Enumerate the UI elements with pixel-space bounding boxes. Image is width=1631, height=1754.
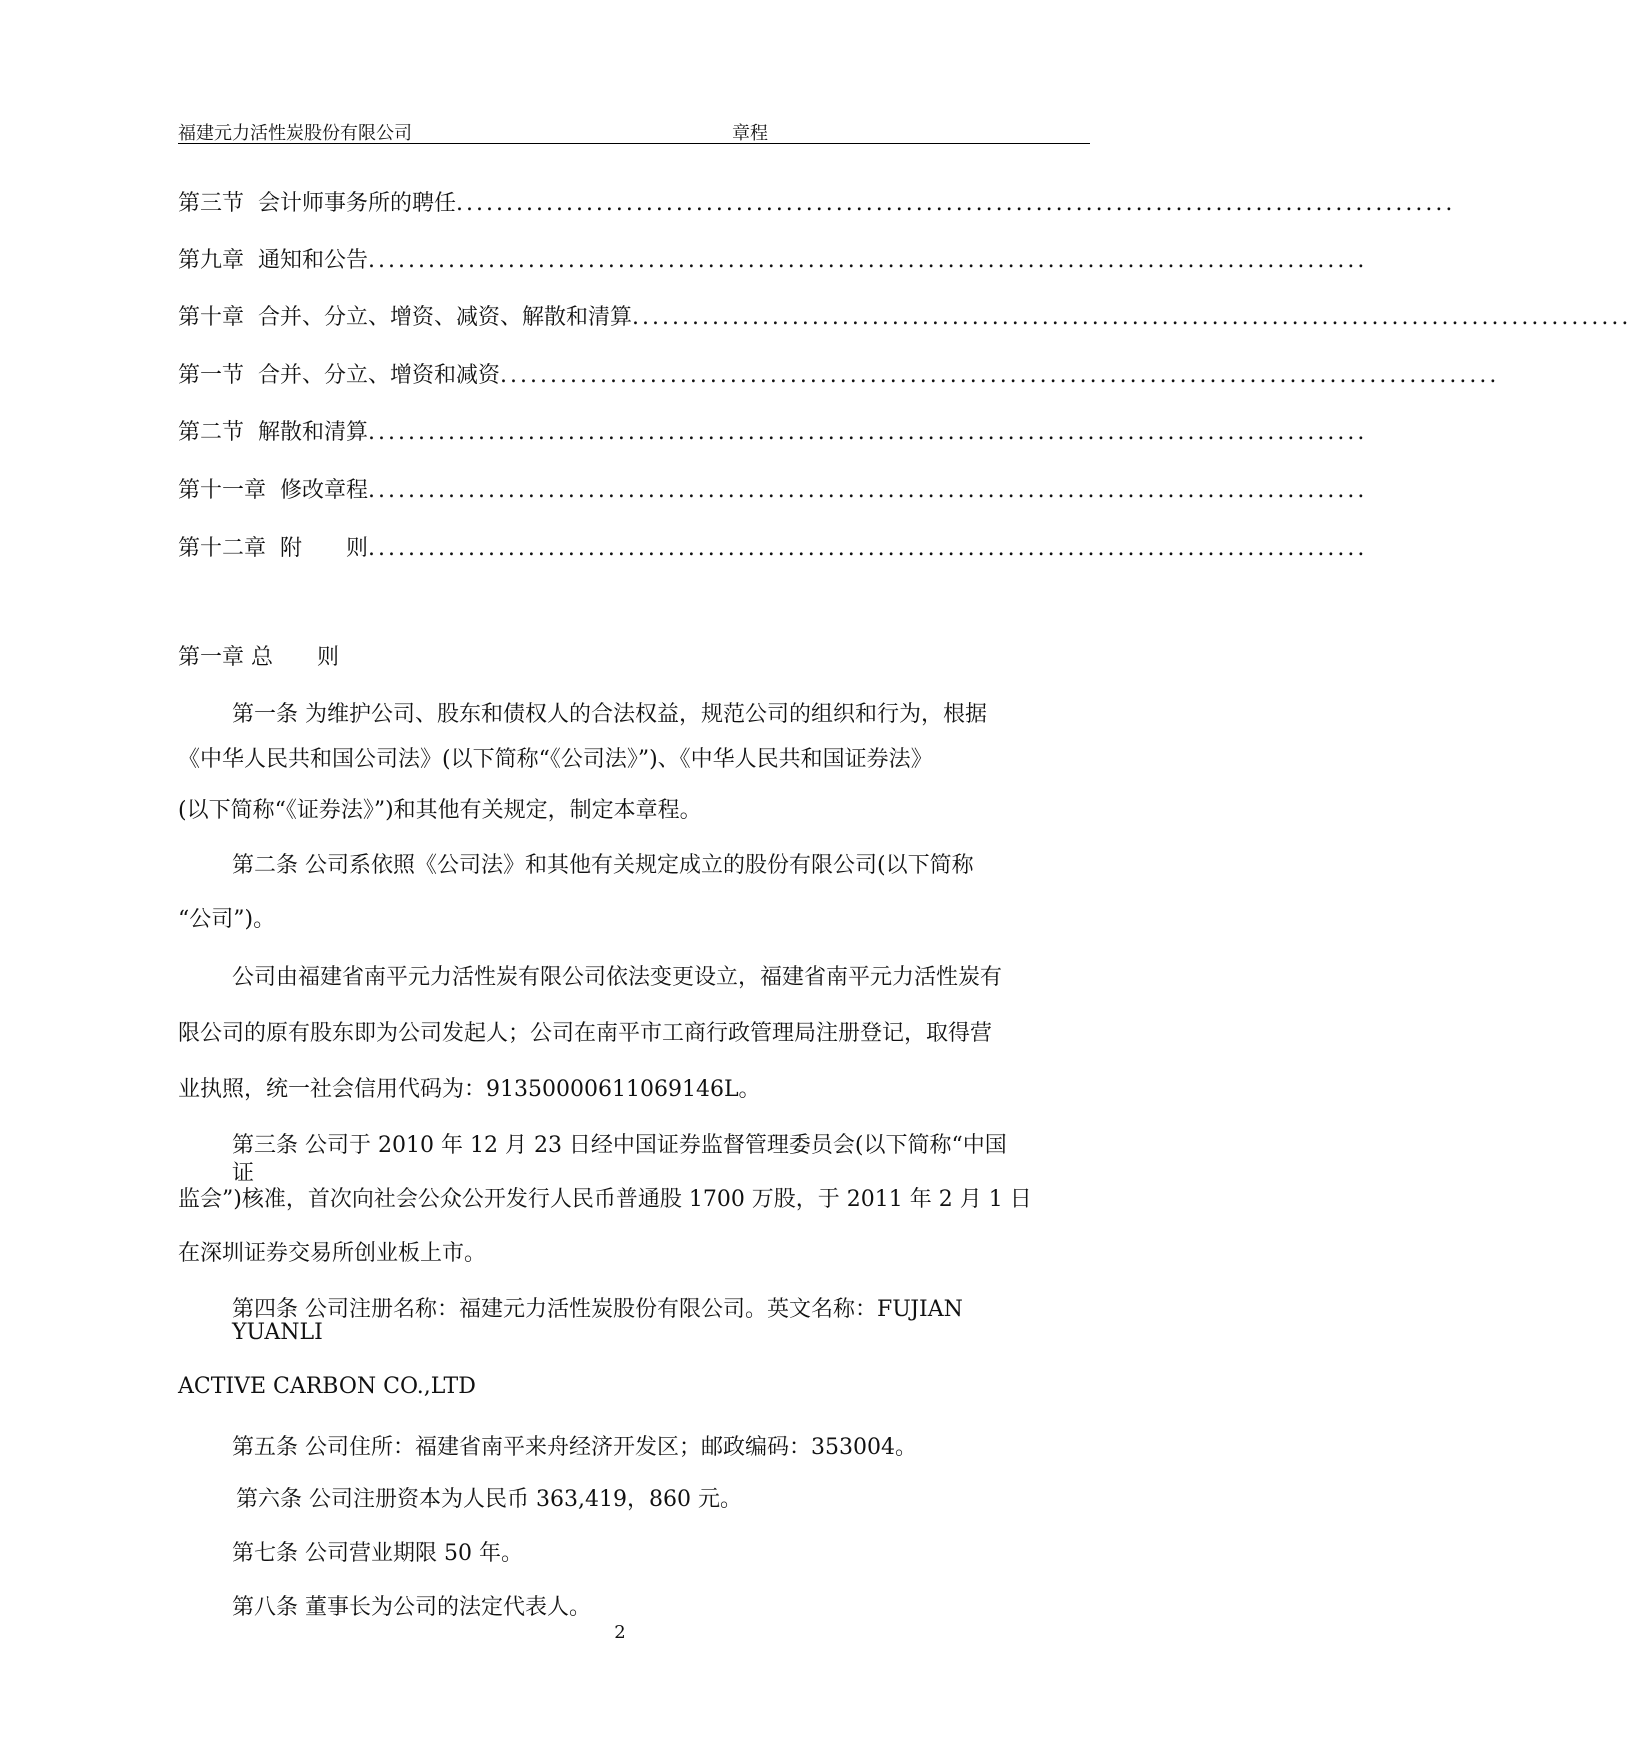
toc-leader-dots: .................................................................................................... [368, 248, 1368, 273]
article-line: ACTIVE CARBON CO.,LTD [178, 1374, 476, 1399]
toc-leader-dots: .................................................................................................... [368, 536, 1368, 561]
toc-leader-dots: .................................................................................................... [456, 191, 1456, 216]
toc-entry[interactable] [178, 531, 1368, 571]
article-line: 第七条 公司营业期限 50 年。 [232, 1541, 523, 1566]
toc-entry[interactable] [178, 243, 1368, 283]
toc-entry[interactable] [178, 300, 1631, 340]
toc-entry-title: 合并、分立、增资、减资、解散和清算 [258, 305, 633, 330]
article-line: 第一条 为维护公司、股东和债权人的合法权益，规范公司的组织和行为，根据 [232, 702, 987, 727]
article-line: 第四条 公司注册名称：福建元力活性炭股份有限公司。英文名称：FUJIAN [232, 1297, 963, 1322]
article-line: 第三条 公司于 2010 年 12 月 23 日经中国证券监督管理委员会(以下简称“中国 [232, 1133, 1007, 1158]
header-doc-type: 章程 [732, 123, 768, 144]
article-line: 监会”)核准，首次向社会公众公开发行人民币普通股 1700 万股，于 2011 年 2 月 1 日 [178, 1187, 1032, 1212]
page-number: 2 [614, 1622, 626, 1643]
toc-entry-number: 第十一章 [178, 478, 267, 503]
toc-entry-number: 第十二章 [178, 536, 267, 561]
toc-entry[interactable] [178, 358, 1500, 398]
toc-leader-dots: .................................................................................................... [368, 420, 1368, 445]
toc-entry-title: 合并、分立、增资和减资 [258, 363, 501, 388]
article-line: 在深圳证券交易所创业板上市。 [178, 1241, 487, 1266]
article-line: 第八条 董事长为公司的法定代表人。 [232, 1595, 591, 1620]
toc-entry-number: 第九章 [178, 248, 245, 273]
article-line: (以下简称“《证券法》”)和其他有关规定，制定本章程。 [178, 798, 702, 823]
article-line: 证 [232, 1161, 255, 1186]
article-line: 第二条 公司系依照《公司法》和其他有关规定成立的股份有限公司(以下简称 [232, 853, 974, 878]
article-line: 公司由福建省南平元力活性炭有限公司依法变更设立，福建省南平元力活性炭有 [232, 965, 1003, 990]
toc-entry[interactable] [178, 415, 1368, 455]
article-line: 限公司的原有股东即为公司发起人；公司在南平市工商行政管理局注册登记，取得营 [178, 1021, 993, 1046]
toc-leader-dots: .................................................................................................... [632, 305, 1631, 330]
toc-leader-dots: .................................................................................................... [500, 363, 1500, 388]
toc-leader-dots: .................................................................................................... [368, 478, 1368, 503]
toc-entry-number: 第十章 [178, 305, 245, 330]
toc-entry-title: 附 则 [280, 536, 369, 561]
article-line: YUANLI [232, 1320, 323, 1345]
header-divider [178, 143, 1090, 144]
article-line: 业执照，统一社会信用代码为：91350000611069146L。 [178, 1077, 761, 1102]
toc-entry[interactable] [178, 473, 1368, 513]
toc-entry[interactable] [178, 186, 1456, 226]
toc-entry-title: 解散和清算 [258, 420, 369, 445]
article-line: 第五条 公司住所：福建省南平来舟经济开发区；邮政编码：353004。 [232, 1435, 917, 1460]
toc-entry-title: 修改章程 [280, 478, 369, 503]
toc-entry-number: 第三节 [178, 191, 245, 216]
article-line: 《中华人民共和国公司法》(以下简称“《公司法》”)、《中华人民共和国证券法》 [178, 747, 933, 772]
toc-entry-number: 第二节 [178, 420, 245, 445]
header-company: 福建元力活性炭股份有限公司 [178, 123, 412, 144]
toc-entry-number: 第一节 [178, 363, 245, 388]
article-line: “公司”)。 [178, 907, 276, 932]
chapter-heading: 第一章 总 则 [178, 645, 339, 670]
toc-entry-title: 通知和公告 [258, 248, 369, 273]
toc-entry-title: 会计师事务所的聘任 [258, 191, 457, 216]
article-line: 第六条 公司注册资本为人民币 363,419，860 元。 [236, 1487, 742, 1512]
